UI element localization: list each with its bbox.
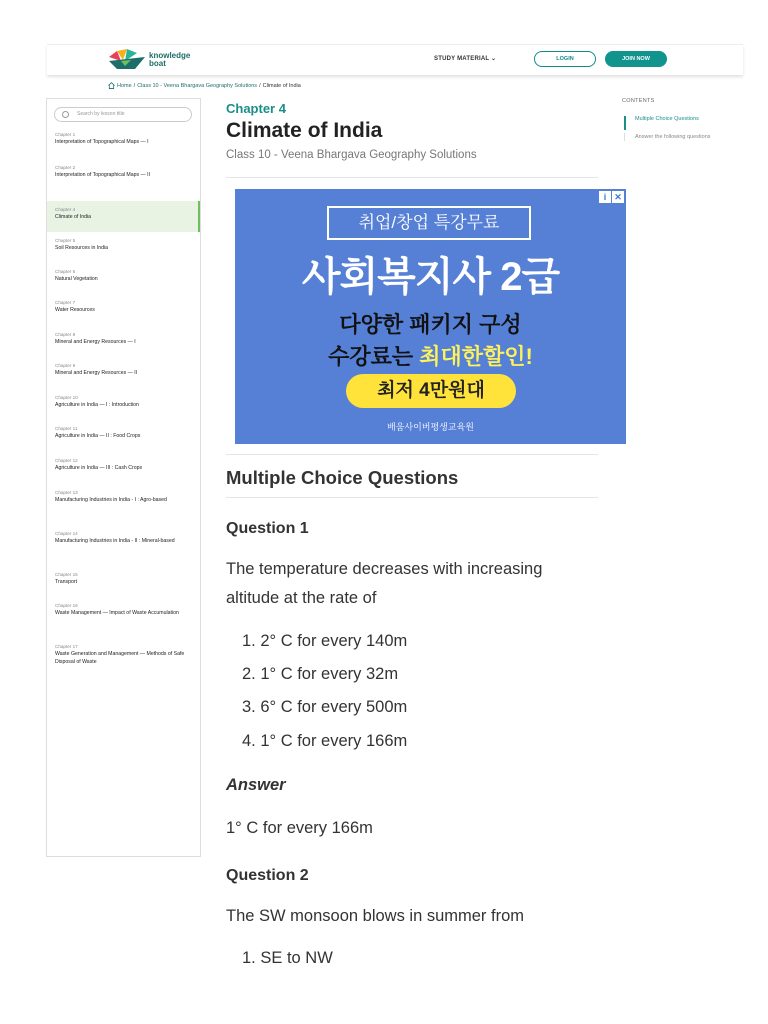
chapter-number: Chapter 16 — [55, 603, 78, 608]
chapter-number: Chapter 12 — [55, 458, 78, 463]
breadcrumb — [108, 82, 301, 89]
ad-controls — [599, 191, 624, 203]
logo-text — [149, 52, 190, 68]
chapter-title: Agriculture in India — II : Food Crops — [55, 433, 141, 439]
ad-footer: 배움사이버평생교육원 — [387, 422, 474, 432]
question-1-text: The temperature decreases with increasing altitude at the rate of — [226, 560, 543, 607]
sidebar-item-chapter-9[interactable] — [47, 362, 200, 377]
chapter-number: Chapter 9 — [55, 363, 76, 368]
chapter-title: Soil Resources in India — [55, 245, 109, 251]
chapter-number: Chapter 5 — [55, 238, 76, 243]
chapter-sidebar — [46, 98, 201, 857]
question-1-option: 3. 6° C for every 500m — [242, 698, 408, 716]
divider — [226, 177, 598, 178]
chapter-number: Chapter 1 — [55, 132, 76, 137]
search-input[interactable] — [54, 107, 192, 122]
sidebar-item-chapter-13[interactable] — [47, 489, 200, 504]
breadcrumb-home[interactable]: Home — [117, 82, 132, 89]
ad-info-icon[interactable]: i — [599, 191, 611, 203]
sidebar-item-chapter-11[interactable] — [47, 425, 200, 440]
boat-logo-icon — [107, 49, 147, 71]
ad-line-2a: 수강료는 — [328, 344, 420, 369]
chapter-number: Chapter 13 — [55, 490, 78, 495]
chapter-number: Chapter 6 — [55, 269, 76, 274]
chapter-title: Mineral and Energy Resources — II — [55, 370, 138, 376]
sidebar-item-chapter-8[interactable] — [47, 331, 200, 346]
chapter-number: Chapter 11 — [55, 426, 78, 431]
answer-label: Answer — [226, 776, 286, 794]
chapter-title: Manufacturing Industries in India - II : Mineral-based — [55, 538, 175, 544]
study-material-menu[interactable]: STUDY MATERIAL ⌄ — [434, 56, 497, 62]
contents-heading: CONTENTS — [622, 98, 655, 104]
join-now-button[interactable]: JOIN NOW — [605, 51, 667, 67]
sidebar-item-chapter-10[interactable] — [47, 394, 200, 409]
toc-item-answer-questions[interactable]: Answer the following questions — [624, 133, 715, 141]
question-1-label: Question 1 — [226, 520, 309, 537]
divider — [226, 454, 598, 455]
ad-line-2 — [235, 340, 626, 371]
section-heading: Multiple Choice Questions — [226, 467, 459, 488]
chapter-number: Chapter 8 — [55, 332, 76, 337]
ad-headline: 사회복지사 2급 — [301, 255, 560, 299]
chapter-title: Agriculture in India — III : Cash Crops — [55, 465, 143, 471]
chapter-label: Chapter 4 — [226, 101, 286, 116]
breadcrumb-separator: / — [133, 82, 136, 89]
question-1-option: 1. 2° C for every 140m — [242, 632, 408, 650]
logo-line1: knowledge — [149, 51, 191, 60]
chapter-title: Transport — [55, 579, 78, 585]
chapter-title: Mineral and Energy Resources — I — [55, 339, 136, 345]
breadcrumb-separator: / — [259, 82, 261, 89]
chapter-title: Manufacturing Industries in India - I : Agro-based — [55, 497, 167, 503]
chapter-title: Water Resources — [55, 307, 95, 313]
ad-close-icon[interactable]: ✕ — [612, 191, 624, 203]
sidebar-item-chapter-4[interactable] — [47, 201, 200, 232]
question-1-option: 2. 1° C for every 32m — [242, 665, 399, 683]
sidebar-item-chapter-7[interactable] — [47, 299, 200, 314]
sidebar-item-chapter-15[interactable] — [47, 571, 200, 586]
sidebar-item-chapter-1[interactable] — [47, 131, 200, 146]
sidebar-item-chapter-12[interactable] — [47, 457, 200, 472]
chapter-number: Chapter 4 — [55, 207, 76, 212]
question-2-text: The SW monsoon blows in summer from — [226, 907, 525, 925]
ad-price-pill: 최저 4만원대 — [346, 374, 516, 408]
search-placeholder: Search by lesson title — [77, 111, 125, 117]
chapter-number: Chapter 2 — [55, 165, 76, 170]
question-1-option: 4. 1° C for every 166m — [242, 732, 408, 750]
chapter-number: Chapter 7 — [55, 300, 76, 305]
question-2-label: Question 2 — [226, 867, 309, 884]
sidebar-item-chapter-17[interactable] — [47, 643, 200, 666]
chapter-title: Natural Vegetation — [55, 276, 98, 282]
sidebar-item-chapter-5[interactable] — [47, 237, 200, 252]
top-navbar — [47, 44, 743, 75]
chapter-title: Interpretation of Topographical Maps — II — [55, 172, 151, 178]
ad-line-2b: 최대한할인! — [419, 344, 533, 369]
home-icon[interactable] — [108, 82, 115, 89]
chapter-number: Chapter 14 — [55, 531, 78, 536]
page-title: Climate of India — [226, 119, 383, 142]
table-of-contents — [622, 98, 732, 140]
divider — [226, 497, 598, 498]
chapter-title: Agriculture in India — I : Introduction — [55, 402, 139, 408]
login-button[interactable]: LOGIN — [534, 51, 596, 67]
chapter-number: Chapter 15 — [55, 572, 78, 577]
sidebar-item-chapter-2[interactable] — [47, 164, 200, 179]
toc-item-mcq[interactable]: Multiple Choice Questions — [624, 116, 727, 130]
chapter-title: Climate of India — [55, 214, 92, 220]
logo[interactable] — [107, 49, 190, 71]
logo-line2: boat — [149, 59, 166, 68]
question-1-answer: 1° C for every 166m — [226, 819, 373, 837]
breadcrumb-class[interactable]: Class 10 - Veena Bhargava Geography Solutions — [137, 82, 258, 89]
question-2-option: 1. SE to NW — [242, 949, 333, 967]
chapter-number: Chapter 10 — [55, 395, 78, 400]
breadcrumb-current: Climate of India — [262, 82, 301, 89]
chapter-title: Waste Management — Impact of Waste Accumulation — [55, 610, 179, 616]
chapter-title: Waste Generation and Management — Methods of Safe Disposal of Waste — [55, 651, 185, 665]
page-subtitle: Class 10 - Veena Bhargava Geography Solutions — [226, 149, 477, 161]
search-icon — [62, 111, 69, 118]
sidebar-item-chapter-16[interactable] — [47, 602, 200, 617]
sidebar-item-chapter-6[interactable] — [47, 268, 200, 283]
chapter-title: Interpretation of Topographical Maps — I — [55, 139, 149, 145]
advertisement-banner[interactable] — [235, 189, 626, 444]
ad-box-text: 취업/창업 특강무료 — [327, 206, 531, 240]
ad-line-1: 다양한 패키지 구성 — [339, 312, 522, 337]
chapter-number: Chapter 17 — [55, 644, 78, 649]
sidebar-item-chapter-14[interactable] — [47, 530, 200, 545]
